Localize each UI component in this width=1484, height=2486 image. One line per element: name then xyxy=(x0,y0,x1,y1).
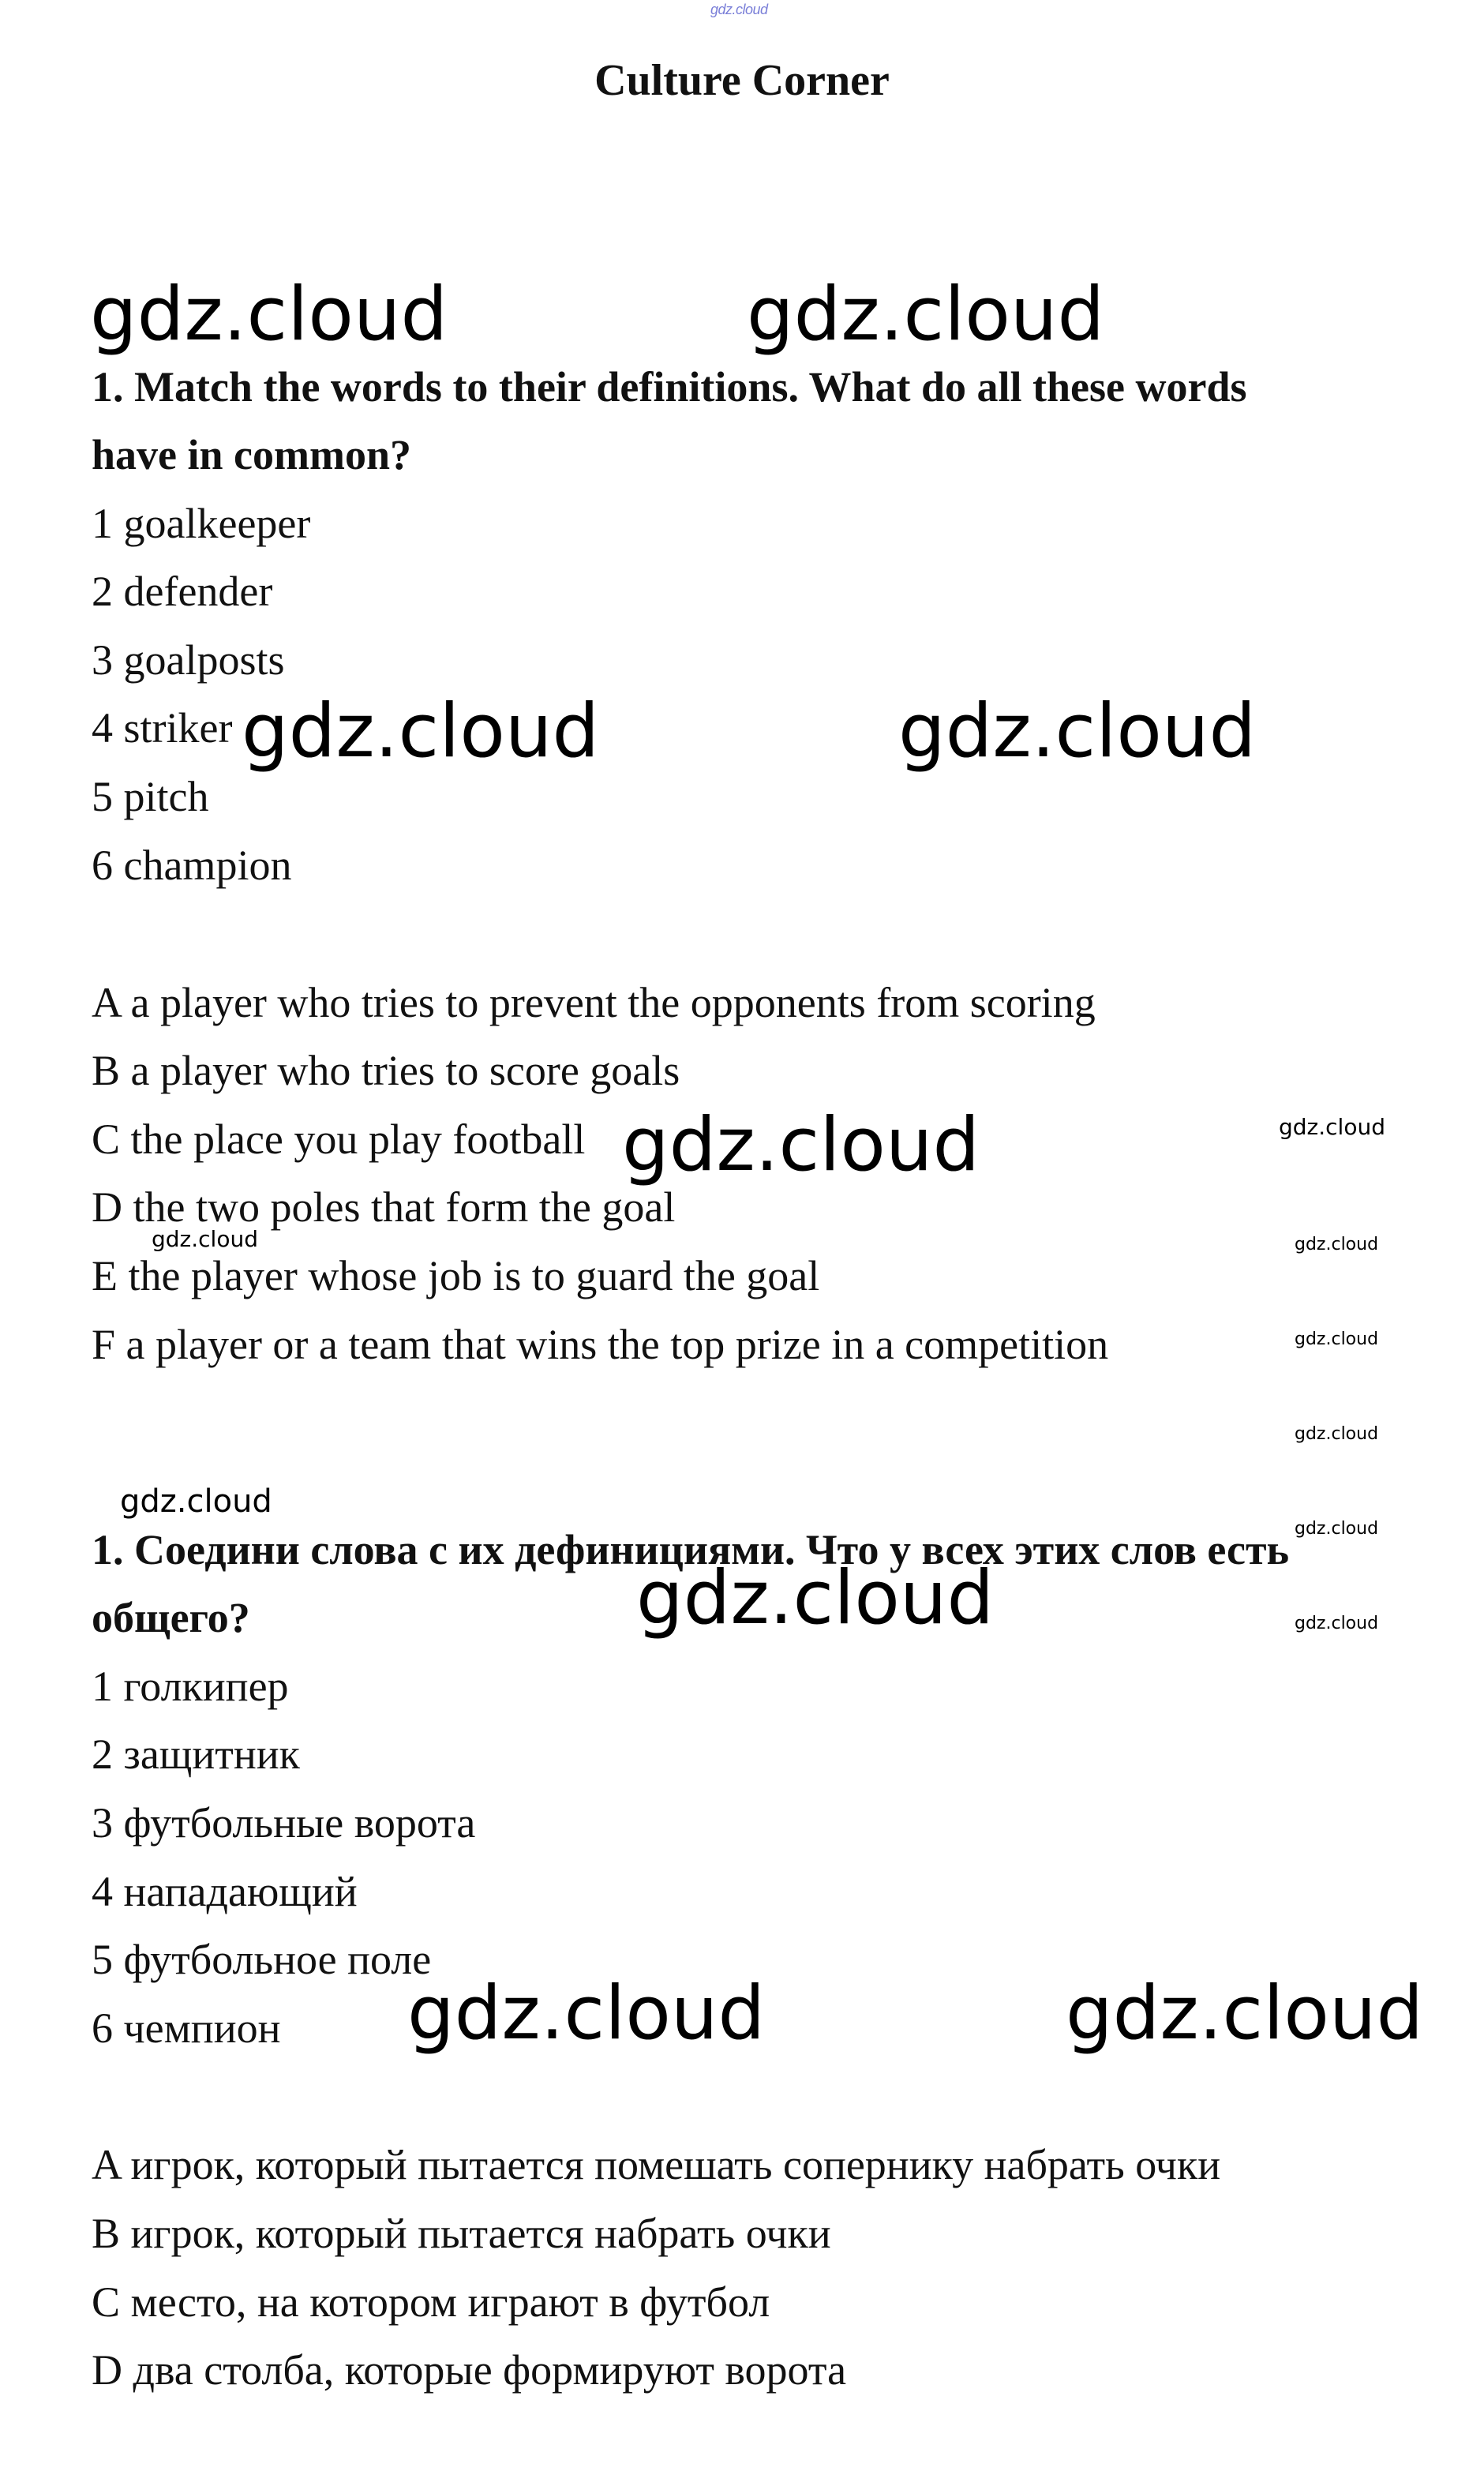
en-word-item: 2 defender xyxy=(92,568,273,615)
watermark: gdz.cloud xyxy=(120,1483,272,1520)
watermark: gdz.cloud xyxy=(898,688,1257,774)
en-word-item: 6 champion xyxy=(92,842,292,889)
ru-word-item: 1 голкипер xyxy=(92,1663,289,1710)
en-definition-item: E the player whose job is to guard the goal xyxy=(92,1252,820,1299)
watermark: gdz.cloud xyxy=(1295,1519,1379,1539)
watermark: gdz.cloud xyxy=(747,272,1105,358)
ru-definition-item: D два столба, которые формируют ворота xyxy=(92,2346,847,2394)
ru-question-line-2: общего? xyxy=(92,1594,250,1641)
header-watermark: gdz.cloud xyxy=(710,2,768,17)
watermark: gdz.cloud xyxy=(407,1970,766,2057)
watermark: gdz.cloud xyxy=(1295,1329,1379,1349)
en-definition-item: D the two poles that form the goal xyxy=(92,1183,676,1231)
watermark: gdz.cloud xyxy=(1295,1614,1379,1633)
ru-word-item: 2 защитник xyxy=(92,1730,300,1778)
ru-definition-item: A игрок, который пытается помешать сопернику набрать очки xyxy=(92,2141,1221,2188)
en-word-item: 1 goalkeeper xyxy=(92,500,311,547)
en-definition-item: C the place you play football xyxy=(92,1116,586,1163)
watermark: gdz.cloud xyxy=(1066,1970,1424,2057)
watermark: gdz.cloud xyxy=(1295,1235,1379,1254)
watermark: gdz.cloud xyxy=(1295,1424,1379,1444)
en-definition-item: F a player or a team that wins the top prize in a competition xyxy=(92,1321,1109,1368)
ru-definition-item: C место, на котором играют в футбол xyxy=(92,2278,770,2326)
ru-definition-item: B игрок, который пытается набрать очки xyxy=(92,2210,831,2257)
en-word-item: 4 striker xyxy=(92,704,233,752)
ru-word-item: 5 футбольное поле xyxy=(92,1936,432,1983)
page-title: Culture Corner xyxy=(594,56,890,105)
ru-word-item: 3 футбольные ворота xyxy=(92,1799,476,1847)
en-question-line-2: have in common? xyxy=(92,431,411,478)
en-definition-item: B a player who tries to score goals xyxy=(92,1047,680,1094)
en-word-item: 5 pitch xyxy=(92,773,209,820)
ru-word-item: 6 чемпион xyxy=(92,2004,281,2052)
ru-question-line-1: 1. Соедини слова с их дефинициями. Что у всех этих слов есть xyxy=(92,1526,1290,1573)
en-question-line-1: 1. Match the words to their definitions. What do all these words xyxy=(92,363,1247,411)
ru-word-item: 4 нападающий xyxy=(92,1868,358,1915)
en-word-item: 3 goalposts xyxy=(92,636,285,684)
watermark: gdz.cloud xyxy=(152,1226,258,1252)
watermark: gdz.cloud xyxy=(622,1102,980,1188)
watermark: gdz.cloud xyxy=(636,1555,995,1641)
watermark: gdz.cloud xyxy=(1279,1114,1385,1140)
en-definition-item: A a player who tries to prevent the opponents from scoring xyxy=(92,979,1096,1026)
watermark: gdz.cloud xyxy=(242,688,600,774)
watermark: gdz.cloud xyxy=(90,272,448,358)
